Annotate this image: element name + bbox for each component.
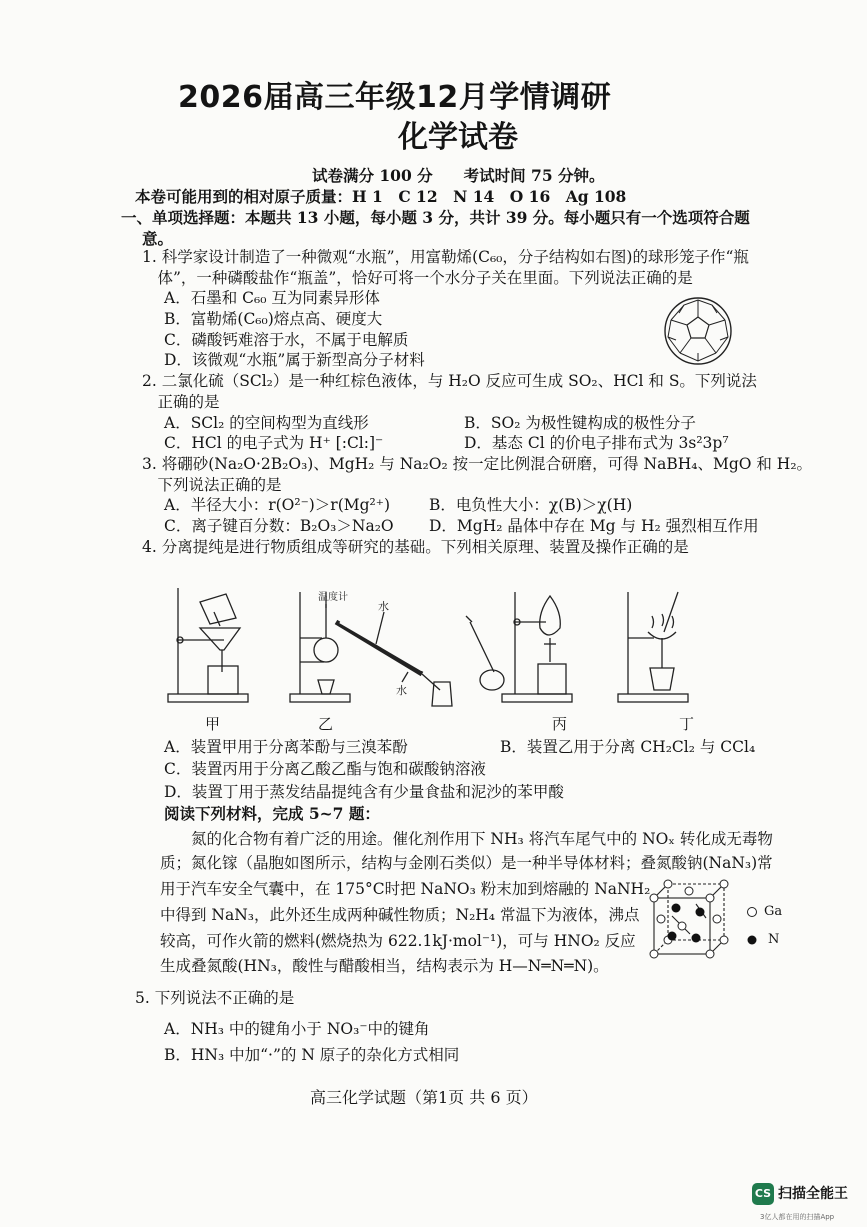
fullerene-c60-figure (662, 295, 734, 367)
reading-line-1: 氮的化合物有着广泛的用途。催化剂作用下 NH₃ 将汽车尾气中的 NOₓ 转化成无毒物 (160, 830, 773, 848)
q1-option-a: A．石墨和 C₆₀ 互为同素异形体 (164, 289, 380, 308)
q4-option-c: C．装置丙用于分离乙酸乙酯与饱和碳酸钠溶液 (164, 760, 486, 778)
q4-option-d: D．装置丁用于蒸发结晶提纯含有少量食盐和泥沙的苯甲酸 (164, 783, 564, 801)
q1-option-d: D．该微观“水瓶”属于新型高分子材料 (164, 351, 425, 370)
reading-line-4: 中得到 NaN₃，此外还生成两种碱性物质；N₂H₄ 常温下为液体，沸点 (160, 906, 640, 924)
scanner-name: 扫描全能王 (778, 1186, 848, 1202)
q2-option-a: A．SCl₂ 的空间构型为直线形 (164, 413, 369, 432)
exam-subject-title: 化学试卷 (398, 120, 518, 155)
section1-heading-cont: 意。 (142, 229, 174, 248)
reading-line-5: 较高，可作火箭的燃料(燃烧热为 622.1kJ·mol⁻¹)，可与 HNO₂ 反应 (160, 932, 636, 950)
q1-stem-cont: 体”，一种磷酸盐作“瓶盖”，恰好可将一个水分子关在里面。下列说法正确的是 (142, 268, 693, 287)
apparatus-label-jia: 甲 (205, 715, 221, 733)
reading-line-2: 质；氮化镓（晶胞如图所示，结构与金刚石类似）是一种半导体材料；叠氮酸钠(NaN₃)常 (160, 854, 773, 872)
reading-heading: 阅读下列材料，完成 5~7 题： (164, 804, 380, 823)
cell-legend-markers (746, 906, 758, 946)
q3-stem: 3. 将硼砂(Na₂O·2B₂O₃)、MgH₂ 与 Na₂O₂ 按一定比例混合研磨，可得 NaBH₄、MgO 和 H₂。 (142, 454, 813, 473)
atomic-masses: 本卷可能用到的相对原子质量：H 1 C 12 N 14 O 16 Ag 108 (135, 187, 627, 206)
q5-option-b: B．HN₃ 中加“·”的 N 原子的杂化方式相同 (164, 1046, 460, 1064)
q1-stem: 1. 科学家设计制造了一种微观“水瓶”，用富勒烯(C₆₀，分子结构如右图)的球形笼子作“瓶 (142, 248, 749, 266)
q4-option-b: B．装置乙用于分离 CH₂Cl₂ 与 CCl₄ (500, 738, 756, 756)
thermometer-label: 温度计 (318, 592, 348, 603)
q5-stem: 5. 下列说法不正确的是 (135, 989, 295, 1007)
q3-option-d: D．MgH₂ 晶体中存在 Mg 与 H₂ 强烈相互作用 (429, 516, 759, 535)
apparatus-label-bing: 丙 (552, 715, 568, 733)
exam-info: 试卷满分 100 分 考试时间 75 分钟。 (312, 166, 605, 185)
q1-option-b: B．富勒烯(C₆₀)熔点高、硬度大 (164, 310, 383, 329)
q2-option-d: D．基态 Cl 的价电子排布式为 3s²3p⁷ (464, 434, 729, 453)
water-out-label: 水 (396, 684, 407, 697)
q3-option-c: C．离子键百分数：B₂O₃＞Na₂O (164, 516, 394, 535)
q2-option-b: B．SO₂ 为极性键构成的极性分子 (464, 413, 696, 432)
apparatus-jia-base (168, 694, 248, 702)
separation-apparatus-figure (150, 582, 730, 712)
apparatus-label-yi: 乙 (318, 715, 334, 733)
q3-stem-cont: 下列说法正确的是 (142, 475, 282, 494)
questions-1-3 (142, 247, 813, 557)
q4-stem: 4. 分离提纯是进行物质组成等研究的基础。下列相关原理、装置及操作正确的是 (142, 537, 689, 556)
q4-option-a: A．装置甲用于分离苯酚与三溴苯酚 (164, 738, 408, 756)
water-in-label: 水 (378, 600, 389, 613)
q2-stem-cont: 正确的是 (142, 392, 220, 411)
q3-option-a: A．半径大小：r(O²⁻)＞r(Mg²⁺) (164, 496, 390, 515)
legend-n: N (768, 932, 780, 947)
page-footer: 高三化学试题（第1页 共 6 页） (310, 1088, 538, 1107)
scanner-logo: CS (752, 1183, 774, 1205)
q5-option-a: A．NH₃ 中的键角小于 NO₃⁻中的键角 (164, 1020, 430, 1038)
n-atom-marker (748, 936, 757, 945)
section1-heading: 一、单项选择题：本题共 13 小题，每小题 3 分，共计 39 分。每小题只有一个选项符合题 (121, 208, 750, 227)
q2-stem: 2. 二氯化硫（SCl₂）是一种红棕色液体，与 H₂O 反应可生成 SO₂、HCl 和 S。下列说法 (142, 372, 757, 391)
reading-line-3: 用于汽车安全气囊中，在 175°C时把 NaNO₃ 粉末加到熔融的 NaNH₂ (160, 880, 651, 898)
scanner-tagline: 3亿人都在用的扫描App (760, 1213, 835, 1221)
reading-line-6: 生成叠氮酸(HN₃，酸性与醋酸相当，结构表示为 H—N═N═N)。 (160, 957, 609, 975)
ga-atom-marker (748, 908, 757, 917)
exam-title: 2026届高三年级12月学情调研 (178, 80, 612, 115)
q3-option-b: B．电负性大小：χ(B)＞χ(H) (429, 496, 633, 515)
apparatus-label-ding: 丁 (679, 715, 695, 733)
q2-option-c: C．HCl 的电子式为 H⁺ [:Cl:]⁻ (164, 434, 384, 453)
legend-ga: Ga (764, 904, 783, 919)
gallium-nitride-unit-cell-figure (648, 878, 730, 962)
q1-option-c: C．磷酸钙难溶于水，不属于电解质 (164, 330, 409, 349)
